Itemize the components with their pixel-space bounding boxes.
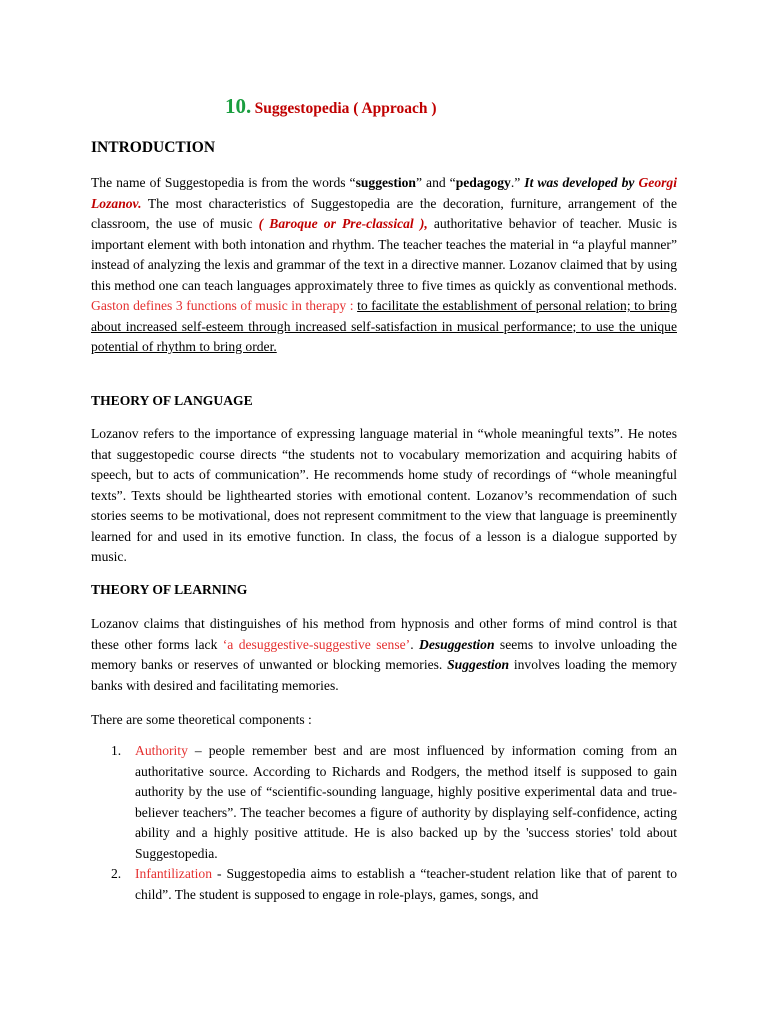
theory-learning-paragraph: Lozanov claims that distinguishes of his method from hypnosis and other forms of mind control is that these other forms lack ‘a desuggestive-suggestive sense’. Desuggestion seems to involve unloading the memory banks or reserves of unwanted or blocking memories. Suggestion involves loading the memory banks with desired and facilitating memories. [91,616,678,693]
term-pedagogy: pedagogy [455,175,511,190]
list-item [91,864,677,905]
gaston-functions: Gaston defines 3 functions of music in therapy : [91,298,354,313]
developed-by-text: It was developed by [524,175,635,190]
component-term: Infantilization [135,866,213,881]
term-desuggestion: Desuggestion [419,636,495,652]
author-name: Georgi Lozanov. [91,175,677,211]
heading-theory-of-language: THEORY OF LANGUAGE [91,393,253,408]
list-marker: 1. [111,743,122,758]
list-marker: 2. [111,866,122,881]
theory-language-paragraph: Lozanov refers to the importance of expressing language material in “whole meaningful texts”. He notes that suggestopedic course directs “the students not to vocabulary memorization and acquiring habits of speech, but to acts of communication”. He recommends home study of recordings of “whole meaningful texts”. Texts should be lighthearted stories with emotional content. Lozanov’s recommendation of such stories seems to be motivational, does not represent commitment to the view that language is preeminently learned for and used in its emotive function. In class, the focus of a lesson is a dialogue supported by music. [91,426,677,564]
music-functions-list: to facilitate the establishment of personal relation; to bring about increased self-esteem through increased self-satisfaction in musical performance; to use the unique potential of rhythm to bring order. [91,298,677,354]
term-suggestion: suggestion [355,175,416,190]
list-item [91,741,677,864]
title-text: Suggestopedia ( Approach ) [254,100,437,117]
components-list [91,741,677,905]
document-title [225,96,437,120]
component-text: - Suggestopedia aims to establish a “teacher-student relation like that of parent to child”. The student is supposed to engage in role-plays, games, songs, and [135,866,677,902]
music-type: ( Baroque or Pre-classical ), [258,216,428,231]
desuggestive-sense: ‘a desuggestive-suggestive sense’ [222,636,411,652]
component-term: Authority [135,743,188,758]
component-text: – people remember best and are most influenced by information coming from an authoritative source. According to Richards and Rodgers, the method itself is supposed to gain authority by the use of “scientific-sounding language, highly positive experimental data and true-believer teachers”. The teacher becomes a figure of authority by displaying self-confidence, acting ability and a highly positive attitude. He is also backed up by the 'success stories' told about Suggestopedia. [135,743,677,861]
heading-introduction: INTRODUCTION [91,139,216,156]
components-intro: There are some theoretical components : [91,712,312,727]
title-number: 10. [225,94,252,118]
intro-paragraph: The name of Suggestopedia is from the words “suggestion” and “pedagogy.” It was developed by Georgi Lozanov. The most characteristics of Suggestopedia are the decoration, furniture, arrangement of the classroom, the use of music ( Baroque or Pre-classical ), authoritative behavior of teacher. Music is important element with both intonation and rhythm. The teacher teaches the material in “a playful manner” instead of analyzing the lexis and grammar of the text in a directive manner. Lozanov claimed that by using this method one can teach languages approximately three to five times as quickly as conventional methods. Gaston defines 3 functions of music in therapy : to facilitate the establishment of personal relation; to bring about increased self-esteem through increased self-satisfaction in musical performance; to use the unique potential of rhythm to bring order. [91,175,677,354]
heading-theory-of-learning: THEORY OF LEARNING [91,582,248,597]
term-suggestion-learning: Suggestion [447,657,510,672]
